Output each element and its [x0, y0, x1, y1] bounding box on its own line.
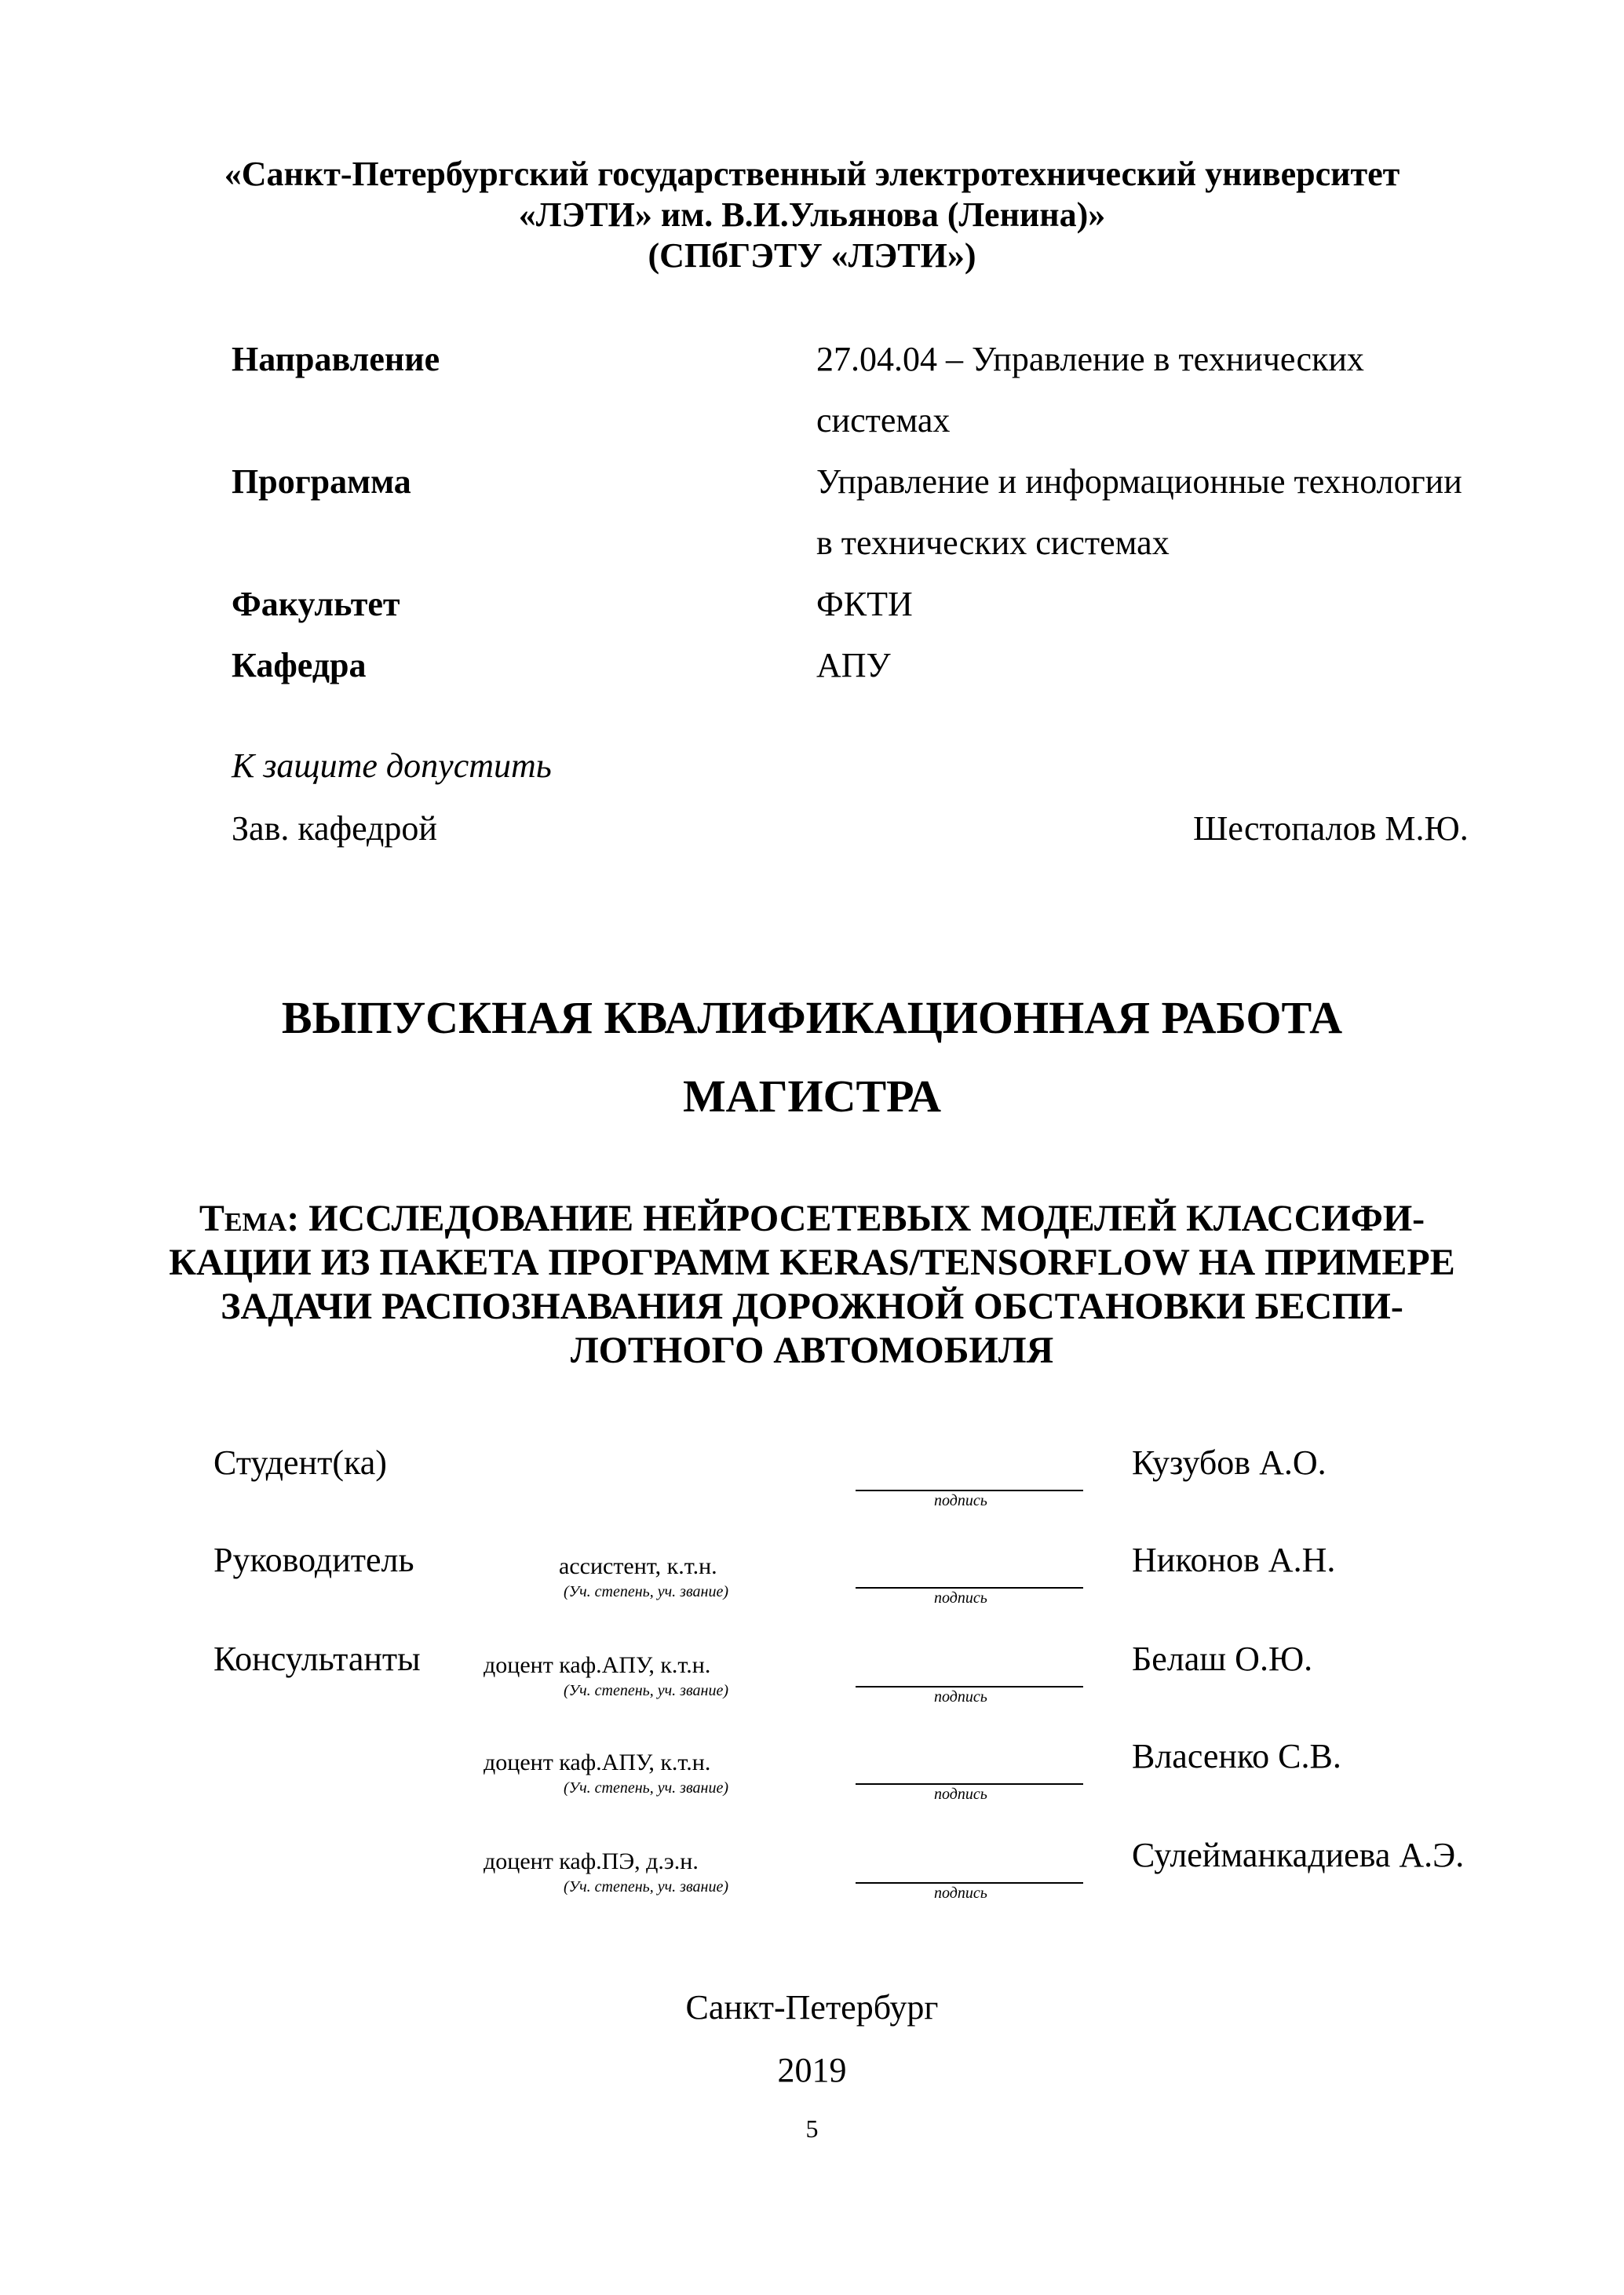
consultant1-signature-hint: подпись: [934, 1688, 987, 1706]
student-role: Студент(ка): [213, 1443, 387, 1482]
supervisor-name: Никонов А.Н.: [1132, 1541, 1336, 1579]
topic-line1: [0, 1196, 1624, 1242]
faculty-value: ФКТИ: [816, 585, 913, 623]
topic-line3: ЗАДАЧИ РАСПОЗНАВАНИЯ ДОРОЖНОЙ ОБСТАНОВКИ БЕСПИ-: [221, 1286, 1403, 1327]
consultant3-degree-hint: (Уч. степень, уч. звание): [564, 1878, 728, 1895]
topic-line4: ЛОТНОГО АВТОМОБИЛЯ: [570, 1330, 1054, 1371]
university-name-line2: «ЛЭТИ» им. В.И.Ульянова (Ленина)»: [518, 195, 1106, 234]
student-name: Кузубов А.О.: [1132, 1443, 1327, 1482]
direction-label: Направление: [232, 340, 440, 378]
consultant1-name: Белаш О.Ю.: [1132, 1640, 1313, 1678]
program-label: Программа: [232, 462, 411, 501]
department-value: АПУ: [816, 646, 891, 684]
head-of-department-label: Зав. кафедрой: [232, 809, 437, 848]
topic-text-1: ИССЛЕДОВАНИЕ НЕЙРОСЕТЕВЫХ МОДЕЛЕЙ КЛАССИФИ-: [308, 1198, 1425, 1239]
consultants-role: Консультанты: [213, 1640, 421, 1678]
direction-value-2: системах: [816, 401, 951, 440]
department-label: Кафедра: [232, 646, 367, 684]
consultant3-name: Сулейманкадиева А.Э.: [1132, 1836, 1465, 1874]
consultant2-signature-hint: подпись: [934, 1786, 987, 1803]
university-name-line1: «Санкт-Петербургский государственный электротехнический университет: [224, 155, 1400, 193]
supervisor-degree: ассистент, к.т.н.: [559, 1553, 717, 1579]
consultant2-degree-hint: (Уч. степень, уч. звание): [564, 1779, 728, 1797]
student-signature-hint: подпись: [934, 1492, 987, 1509]
consultant2-name: Власенко С.В.: [1132, 1737, 1341, 1775]
consultant1-degree: доцент каф.АПУ, к.т.н.: [484, 1652, 711, 1678]
head-of-department-name: Шестопалов М.Ю.: [1193, 809, 1469, 848]
page-number: 5: [805, 2114, 819, 2143]
topic-line2: КАЦИИ ИЗ ПАКЕТА ПРОГРАММ KERAS/TENSORFLOW НА ПРИМЕРЕ: [169, 1242, 1455, 1283]
consultant1-degree-hint: (Уч. степень, уч. звание): [564, 1682, 728, 1699]
program-value-1: Управление и информационные технологии: [816, 462, 1462, 501]
university-abbr: (СПбГЭТУ «ЛЭТИ»): [648, 236, 976, 275]
year: 2019: [777, 2051, 847, 2089]
consultant3-signature-hint: подпись: [934, 1885, 987, 1902]
thesis-title-line2: МАГИСТРА: [682, 1071, 942, 1122]
program-value-2: в технических системах: [816, 524, 1170, 562]
thesis-title-line1: ВЫПУСКНАЯ КВАЛИФИКАЦИОННАЯ РАБОТА: [281, 992, 1343, 1043]
direction-value-1: 27.04.04 – Управление в технических: [816, 340, 1364, 378]
city: Санкт-Петербург: [685, 1988, 939, 2027]
approval-allow: К защите допустить: [232, 746, 552, 785]
supervisor-degree-hint: (Уч. степень, уч. звание): [564, 1583, 728, 1600]
consultant3-degree: доцент каф.ПЭ, д.э.н.: [484, 1848, 699, 1874]
topic-label: Тема:: [199, 1198, 300, 1239]
faculty-label: Факультет: [232, 585, 400, 623]
supervisor-signature-hint: подпись: [934, 1589, 987, 1607]
supervisor-role: Руководитель: [213, 1541, 414, 1579]
consultant2-degree: доцент каф.АПУ, к.т.н.: [484, 1750, 711, 1775]
